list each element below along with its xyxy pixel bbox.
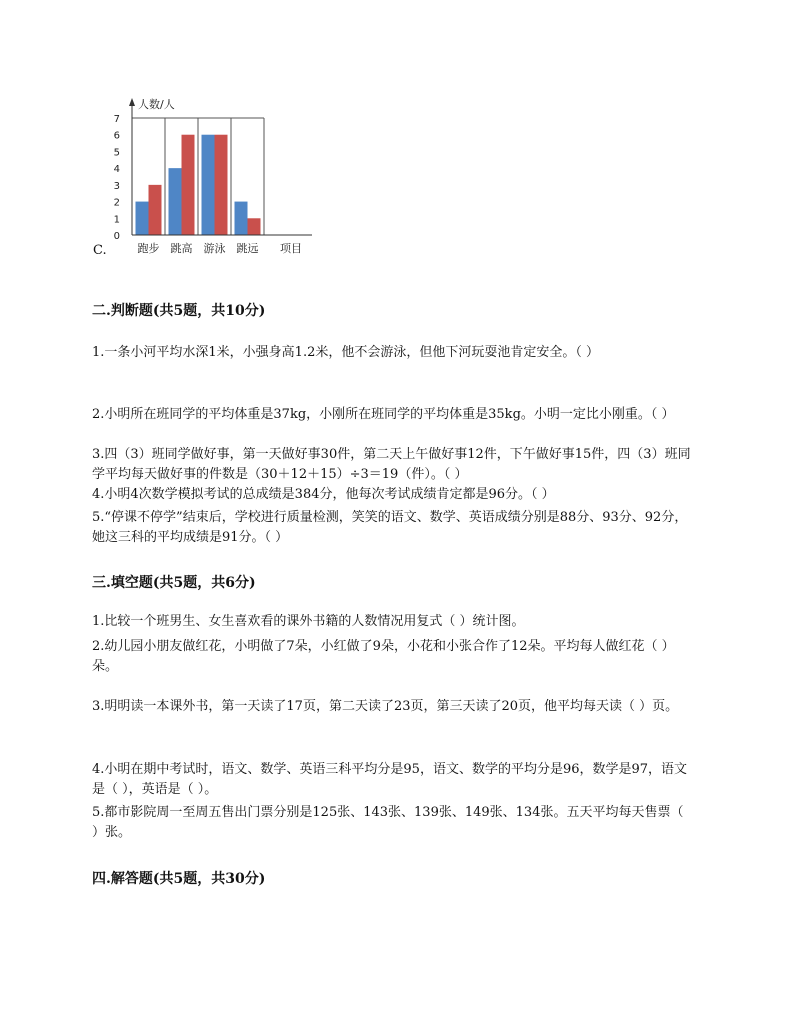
y-axis-arrow [129,98,135,106]
bar-跳远-series-1 [235,202,248,235]
y-axis-label: 人数/人 [138,98,175,111]
y-tick-label: 1 [113,214,120,226]
bar-游泳-series-2 [215,135,228,235]
section-title-solve: 四.解答题(共5题，共30分) [92,871,266,887]
y-tick-label: 4 [113,164,120,176]
bar-跑步-series-2 [149,185,162,235]
fill-blank-question-2: 2.幼儿园小朋友做红花，小明做了7朵，小红做了9朵，小花和小张合作了12朵。平均每人做红花（ ）朵。 [92,639,675,674]
y-tick-label: 0 [113,231,120,242]
x-category-label: 游泳 [203,242,226,255]
bar-跳高-series-1 [169,168,182,235]
x-category-label: 跳高 [170,242,193,255]
section-title-fill-blank: 三.填空题(共5题，共6分) [92,575,256,591]
fill-blank-question-4: 4.小明在期中考试时，语文、数学、英语三科平均分是95，语文、数学的平均分是96，数学是97，语文是（ ），英语是（ ）。 [92,762,688,797]
y-tick-label: 6 [113,130,120,142]
judgement-question-1: 1.一条小河平均水深1米，小强身高1.2米，他不会游泳，但他下河玩耍池肯定安全。（ ） [92,345,599,360]
bar-游泳-series-1 [202,135,215,235]
bar-跳远-series-2 [248,218,261,235]
fill-blank-question-3: 3.明明读一本课外书，第一天读了17页，第二天读了23页，第三天读了20页，他平均每天读（ ）页。 [92,699,679,714]
x-axis-label: 项目 [280,242,302,255]
y-tick-label: 2 [113,197,120,209]
y-tick-label: 3 [113,180,120,192]
section-title-judgement: 二.判断题(共5题，共10分) [92,303,266,319]
fill-blank-question-1: 1.比较一个班男生、女生喜欢看的课外书籍的人数情况用复式（ ）统计图。 [92,614,525,629]
judgement-question-4: 4.小明4次数学模拟考试的总成绩是384分，他每次考试成绩肯定都是96分。（ ） [92,487,555,502]
judgement-question-5: 5.“停课不停学”结束后，学校进行质量检测，笑笑的语文、数学、英语成绩分别是88分、93分、92分，她这三科的平均成绩是91分。（ ） [92,510,688,545]
y-tick-label: 7 [113,114,120,125]
bar-跑步-series-1 [136,202,149,235]
judgement-question-3: 3.四（3）班同学做好事，第一天做好事30件，第二天上午做好事12件，下午做好事15件，四（3）班同学平均每天做好事的件数是（30＋12＋15）÷3＝19（件）。（ ） [92,447,691,482]
bar-chart [100,92,360,262]
option-label: C. [93,243,107,258]
judgement-question-2: 2.小明所在班同学的平均体重是37kg，小刚所在班同学的平均体重是35kg。小明一定比小刚重。（ ） [92,407,675,422]
fill-blank-question-5: 5.都市影院周一至周五售出门票分别是125张、143张、139张、149张、134张。五天平均每天售票（ ）张。 [92,805,684,840]
y-tick-label: 5 [113,147,120,159]
x-category-label: 跑步 [137,242,160,255]
bar-跳高-series-2 [182,135,195,235]
x-category-label: 跳远 [236,242,259,255]
